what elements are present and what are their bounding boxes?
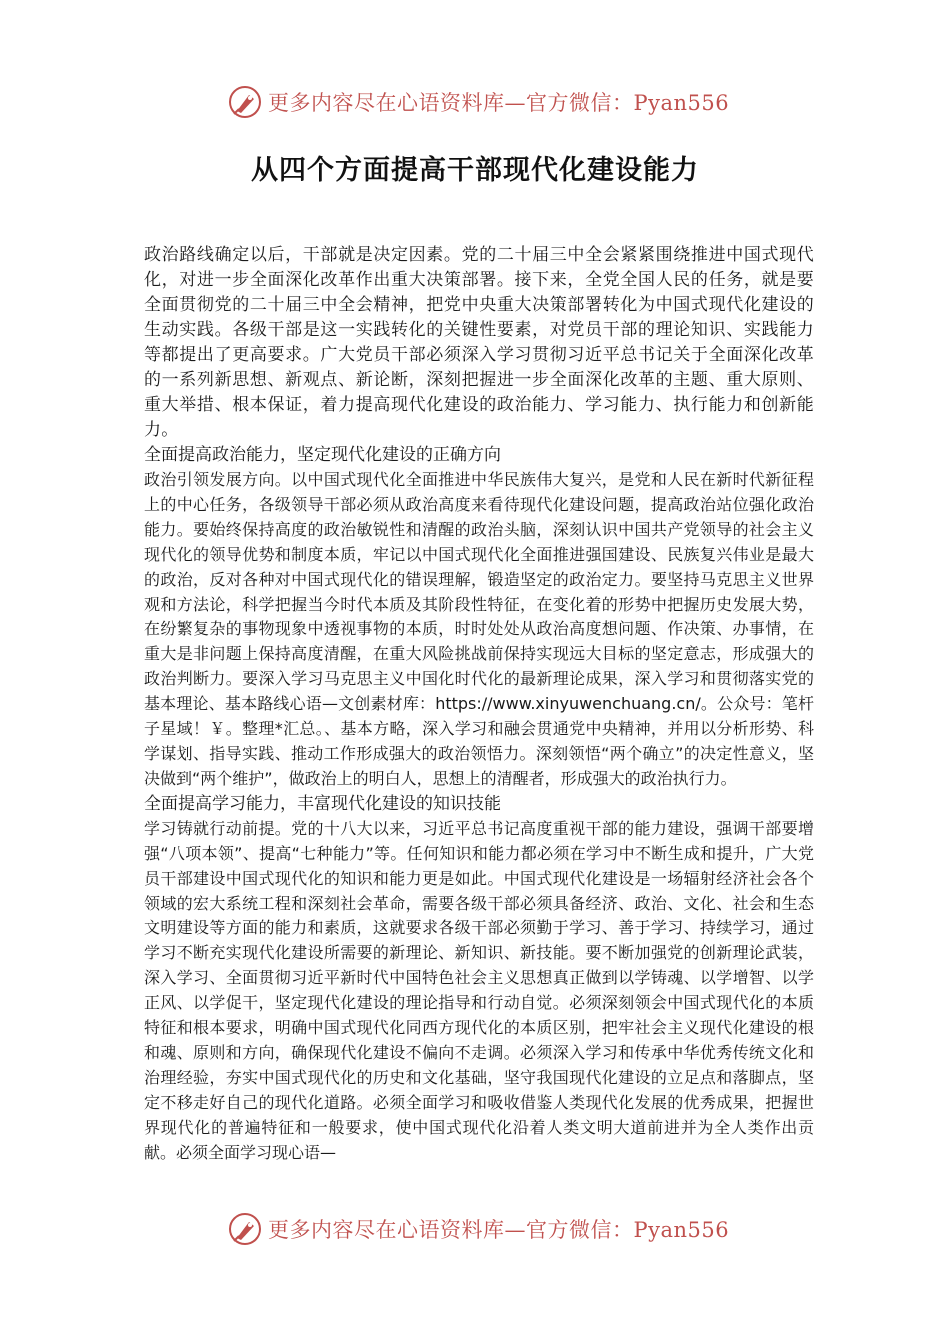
intro-paragraph: 政治路线确定以后，干部就是决定因素。党的二十届三中全会紧紧围绕推进中国式现代化，对进一步全面深化改革作出重大决策部署。接下来，全党全国人民的任务，就是要全面贯彻党的二十届三中全会精神，把党中央重大决策部署转化为中国式现代化建设的生动实践。各级干部是这一实践转化的关键性要素，对党员干部的理论知识、实践能力等都提出了更高要求。广大党员干部必须深入学习贯彻习近平总书记关于全面深化改革的一系列新思想、新观点、新论断，深刻把握进一步全面深化改革的主题、重大原则、重大举措、根本保证，着力提高现代化建设的政治能力、学习能力、执行能力和创新能力。: [144, 245, 814, 440]
pen-nib-icon: [228, 1212, 262, 1246]
footer-banner[interactable]: [228, 1211, 729, 1247]
article-body: [144, 243, 814, 1165]
header-banner[interactable]: [228, 84, 729, 120]
page-title: 从四个方面提高干部现代化建设能力: [251, 155, 699, 186]
section-heading-2: 全面提高学习能力，丰富现代化建设的知识技能: [144, 793, 501, 814]
section-heading-1: 全面提高政治能力，坚定现代化建设的正确方向: [144, 445, 501, 465]
pen-nib-icon: [228, 85, 262, 119]
section-body-2: 学习铸就行动前提。党的十八大以来，习近平总书记高度重视干部的能力建设，强调干部要增强“八项本领”、提高“七种能力”等。任何知识和能力都必须在学习中不断生成和提升，广大党员干部建设中国式现代化的知识和能力更是如此。中国式现代化建设是一场辐射经济社会各个领域的宏大系统工程和深刻社会革命，需要各级干部必须具备经济、政治、文化、社会和生态文明建设等方面的能力和素质，这就要求各级干部必须勤于学习、善于学习、持续学习，通过学习不断充实现代化建设所需要的新理论、新知识、新技能。要不断加强党的创新理论武装，深入学习、全面贯彻习近平新时代中国特色社会主义思想真正做到以学铸魂、以学增智、以学正风、以学促干，坚定现代化建设的理论指导和行动自觉。必须深刻领会中国式现代化的本质特征和根本要求，明确中国式现代化同西方现代化的本质区别，把牢社会主义现代化建设的根和魂、原则和方向，确保现代化建设不偏向不走调。必须深入学习和传承中华优秀传统文化和治理经验，夯实中国式现代化的历史和文化基础，坚守我国现代化建设的立足点和落脚点，坚定不移走好自己的现代化道路。必须全面学习和吸收借鉴人类现代化发展的优秀成果，把握世界现代化的普遍特征和一般要求，使中国式现代化沿着人类文明大道前进并为全人类作出贡献。必须全面学习现心语—: [144, 818, 814, 1162]
header-banner-text: 更多内容尽在心语资料库—官方微信：Pyan556: [268, 91, 730, 115]
section-body-1: 政治引领发展方向。以中国式现代化全面推进中华民族伟大复兴，是党和人民在新时代新征程上的中心任务，各级领导干部必须从政治高度来看待现代化建设问题，提高政治站位强化政治能力。要始终保持高度的政治敏锐性和清醒的政治头脑，深刻认识中国共产党领导的社会主义现代化的领导优势和制度本质，牢记以中国式现代化全面推进强国建设、民族复兴伟业是最大的政治，反对各种对中国式现代化的错误理解，锻造坚定的政治定力。要坚持马克思主义世界观和方法论，科学把握当今时代本质及其阶段性特征，在变化着的形势中把握历史发展大势，在纷繁复杂的事物现象中透视事物的本质，时时处处从政治高度想问题、作决策、办事情，在重大是非问题上保持高度清醒，在重大风险挑战前保持实现远大目标的坚定意志，形成强大的政治判断力。要深入学习马克思主义中国化时代化的最新理论成果，深入学习和贯彻落实党的基本理论、基本路线心语—文创素材库：https://www.xinyuwenchuang.cn/。公众号：笔杆子星域！￥。整理*汇总。、基本方略，深入学习和融会贯通党中央精神，并用以分析形势、科学谋划、指导实践、推动工作形成强大的政治领悟力。深刻领悟“两个确立”的决定性意义，坚决做到“两个维护”，做政治上的明白人，思想上的清醒者，形成强大的政治执行力。: [144, 470, 814, 788]
footer-banner-text: 更多内容尽在心语资料库—官方微信：Pyan556: [268, 1218, 730, 1242]
